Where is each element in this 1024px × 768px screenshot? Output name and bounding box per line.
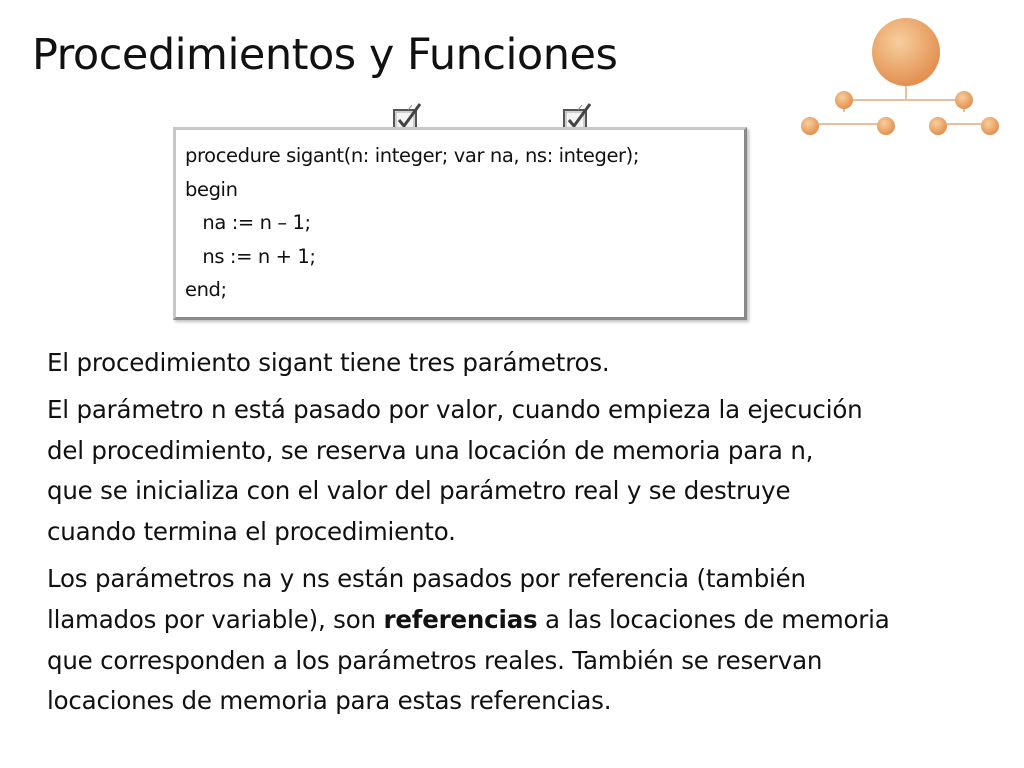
text-line: locaciones de memoria para estas referencias. (47, 686, 612, 716)
text-line: Los parámetros na y ns están pasados por referencia (también (47, 563, 806, 593)
text-fragment: llamados por variable), son (47, 604, 384, 634)
code-line: end; (185, 278, 227, 301)
emphasis-referencias: referencias (383, 604, 538, 634)
code-line: na := n – 1; (185, 211, 311, 234)
text-line: del procedimiento, se reserva una locación de memoria para n, (47, 435, 814, 465)
code-line: begin (185, 177, 238, 201)
org-node (929, 117, 947, 135)
org-node (877, 117, 895, 135)
code-line: procedure sigant(n: integer; var na, ns: integer); (185, 144, 640, 167)
text-line (47, 600, 1007, 641)
paragraph-parameters (47, 343, 1007, 384)
slide-body (47, 343, 1007, 728)
org-node-root (872, 18, 940, 86)
code-line: ns := n + 1; (185, 244, 316, 268)
org-node (801, 117, 819, 135)
text-line: El procedimiento sigant tiene tres parámetros. (47, 348, 610, 377)
text-line: El parámetro n está pasado por valor, cuando empieza la ejecución (47, 394, 863, 424)
paragraph-by-value (47, 390, 1007, 553)
text-line: cuando termina el procedimiento. (47, 517, 456, 547)
org-node (955, 91, 973, 109)
code-block (173, 127, 747, 320)
page-title: Procedimientos y Funciones (32, 30, 618, 80)
org-chart-graphic (790, 14, 1010, 146)
org-node (835, 91, 853, 109)
text-line: que corresponden a los parámetros reales. También se reservan (47, 645, 823, 675)
text-line: que se inicializa con el valor del parámetro real y se destruye (47, 476, 791, 506)
org-node (981, 117, 999, 135)
paragraph-by-reference (47, 559, 1007, 722)
text-fragment: a las locaciones de memoria (537, 604, 890, 634)
